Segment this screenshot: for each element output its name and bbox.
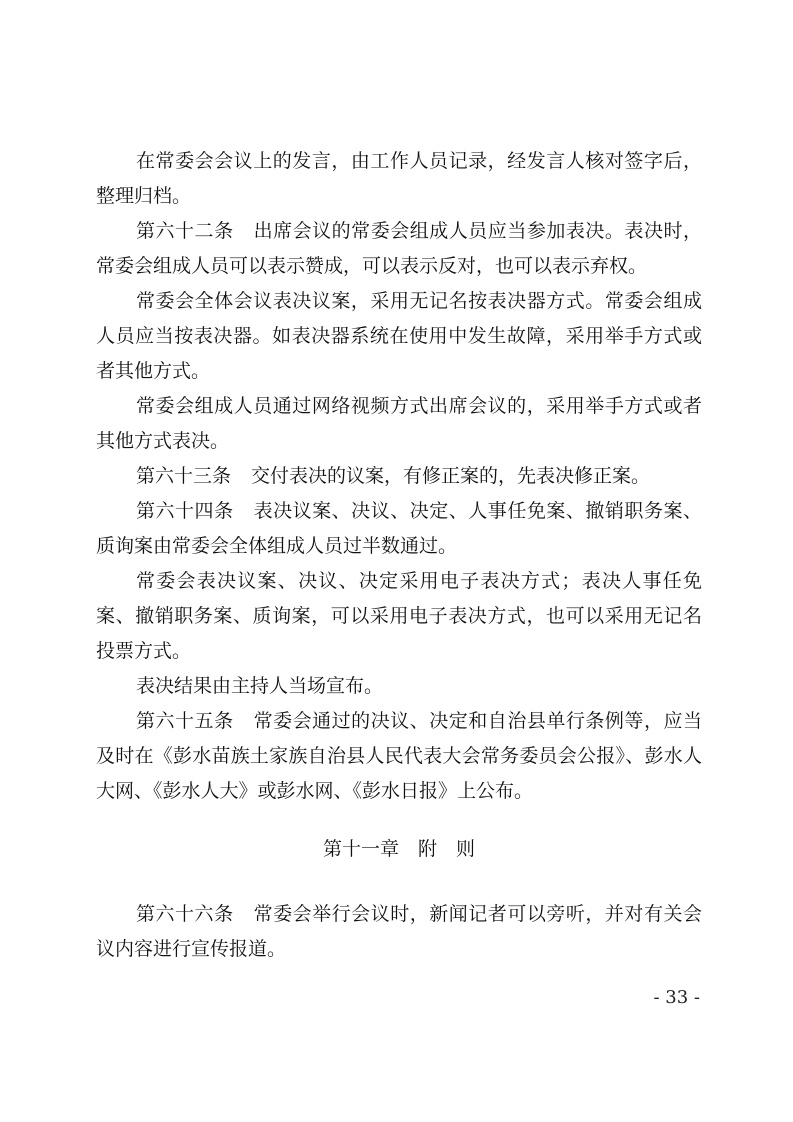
article-65: [96, 704, 702, 809]
chapter-title: 第十一章 附 则: [322, 838, 475, 860]
paragraph-7-text: 常委会表决议案、决议、决定采用电子表决方式；表决人事任免案、撤销职务案、质询案，可以采用电子表决方式，也可以采用无记名投票方式。: [96, 570, 702, 662]
paragraph-8: [96, 669, 702, 704]
article-63: [96, 459, 702, 494]
article-62-label: 第六十二条: [136, 220, 234, 242]
article-66: [96, 897, 702, 967]
article-64: [96, 494, 702, 564]
article-64-text: 表决议案、决议、决定、人事任免案、撤销职务案、质询案由常委会全体组成人员过半数通过。: [96, 500, 702, 557]
article-63-text: 交付表决的议案，有修正案的，先表决修正案。: [251, 465, 651, 487]
page-number: - 33 -: [653, 987, 700, 1008]
article-62-text: 出席会议的常委会组成人员应当参加表决。表决时，常委会组成人员可以表示赞成，可以表示反对，也可以表示弃权。: [96, 220, 702, 277]
article-65-label: 第六十五条: [136, 710, 234, 732]
article-62: [96, 214, 702, 284]
paragraph-7: [96, 564, 702, 669]
paragraph-3: [96, 284, 702, 389]
paragraph-1-text: 在常委会会议上的发言，由工作人员记录，经发言人核对签字后，整理归档。: [96, 150, 702, 207]
paragraph-4: [96, 389, 702, 459]
article-65-text: 常委会通过的决议、决定和自治县单行条例等，应当及时在《彭水苗族土家族自治县人民代表大会常务委员会公报》、彭水人大网、《彭水人大》或彭水网、《彭水日报》上公布。: [96, 710, 702, 802]
article-66-text: 常委会举行会议时，新闻记者可以旁听，并对有关会议内容进行宣传报道。: [96, 903, 702, 960]
paragraph-3-text: 常委会全体会议表决议案，采用无记名按表决器方式。常委会组成人员应当按表决器。如表决器系统在使用中发生故障，采用举手方式或者其他方式。: [96, 290, 702, 382]
article-64-label: 第六十四条: [136, 500, 234, 522]
paragraph-4-text: 常委会组成人员通过网络视频方式出席会议的，采用举手方式或者其他方式表决。: [96, 395, 702, 452]
article-63-label: 第六十三条: [136, 465, 232, 487]
document-body: [96, 144, 702, 967]
paragraph-1: [96, 144, 702, 214]
paragraph-8-text: 表决结果由主持人当场宣布。: [136, 675, 384, 697]
article-66-label: 第六十六条: [136, 903, 234, 925]
